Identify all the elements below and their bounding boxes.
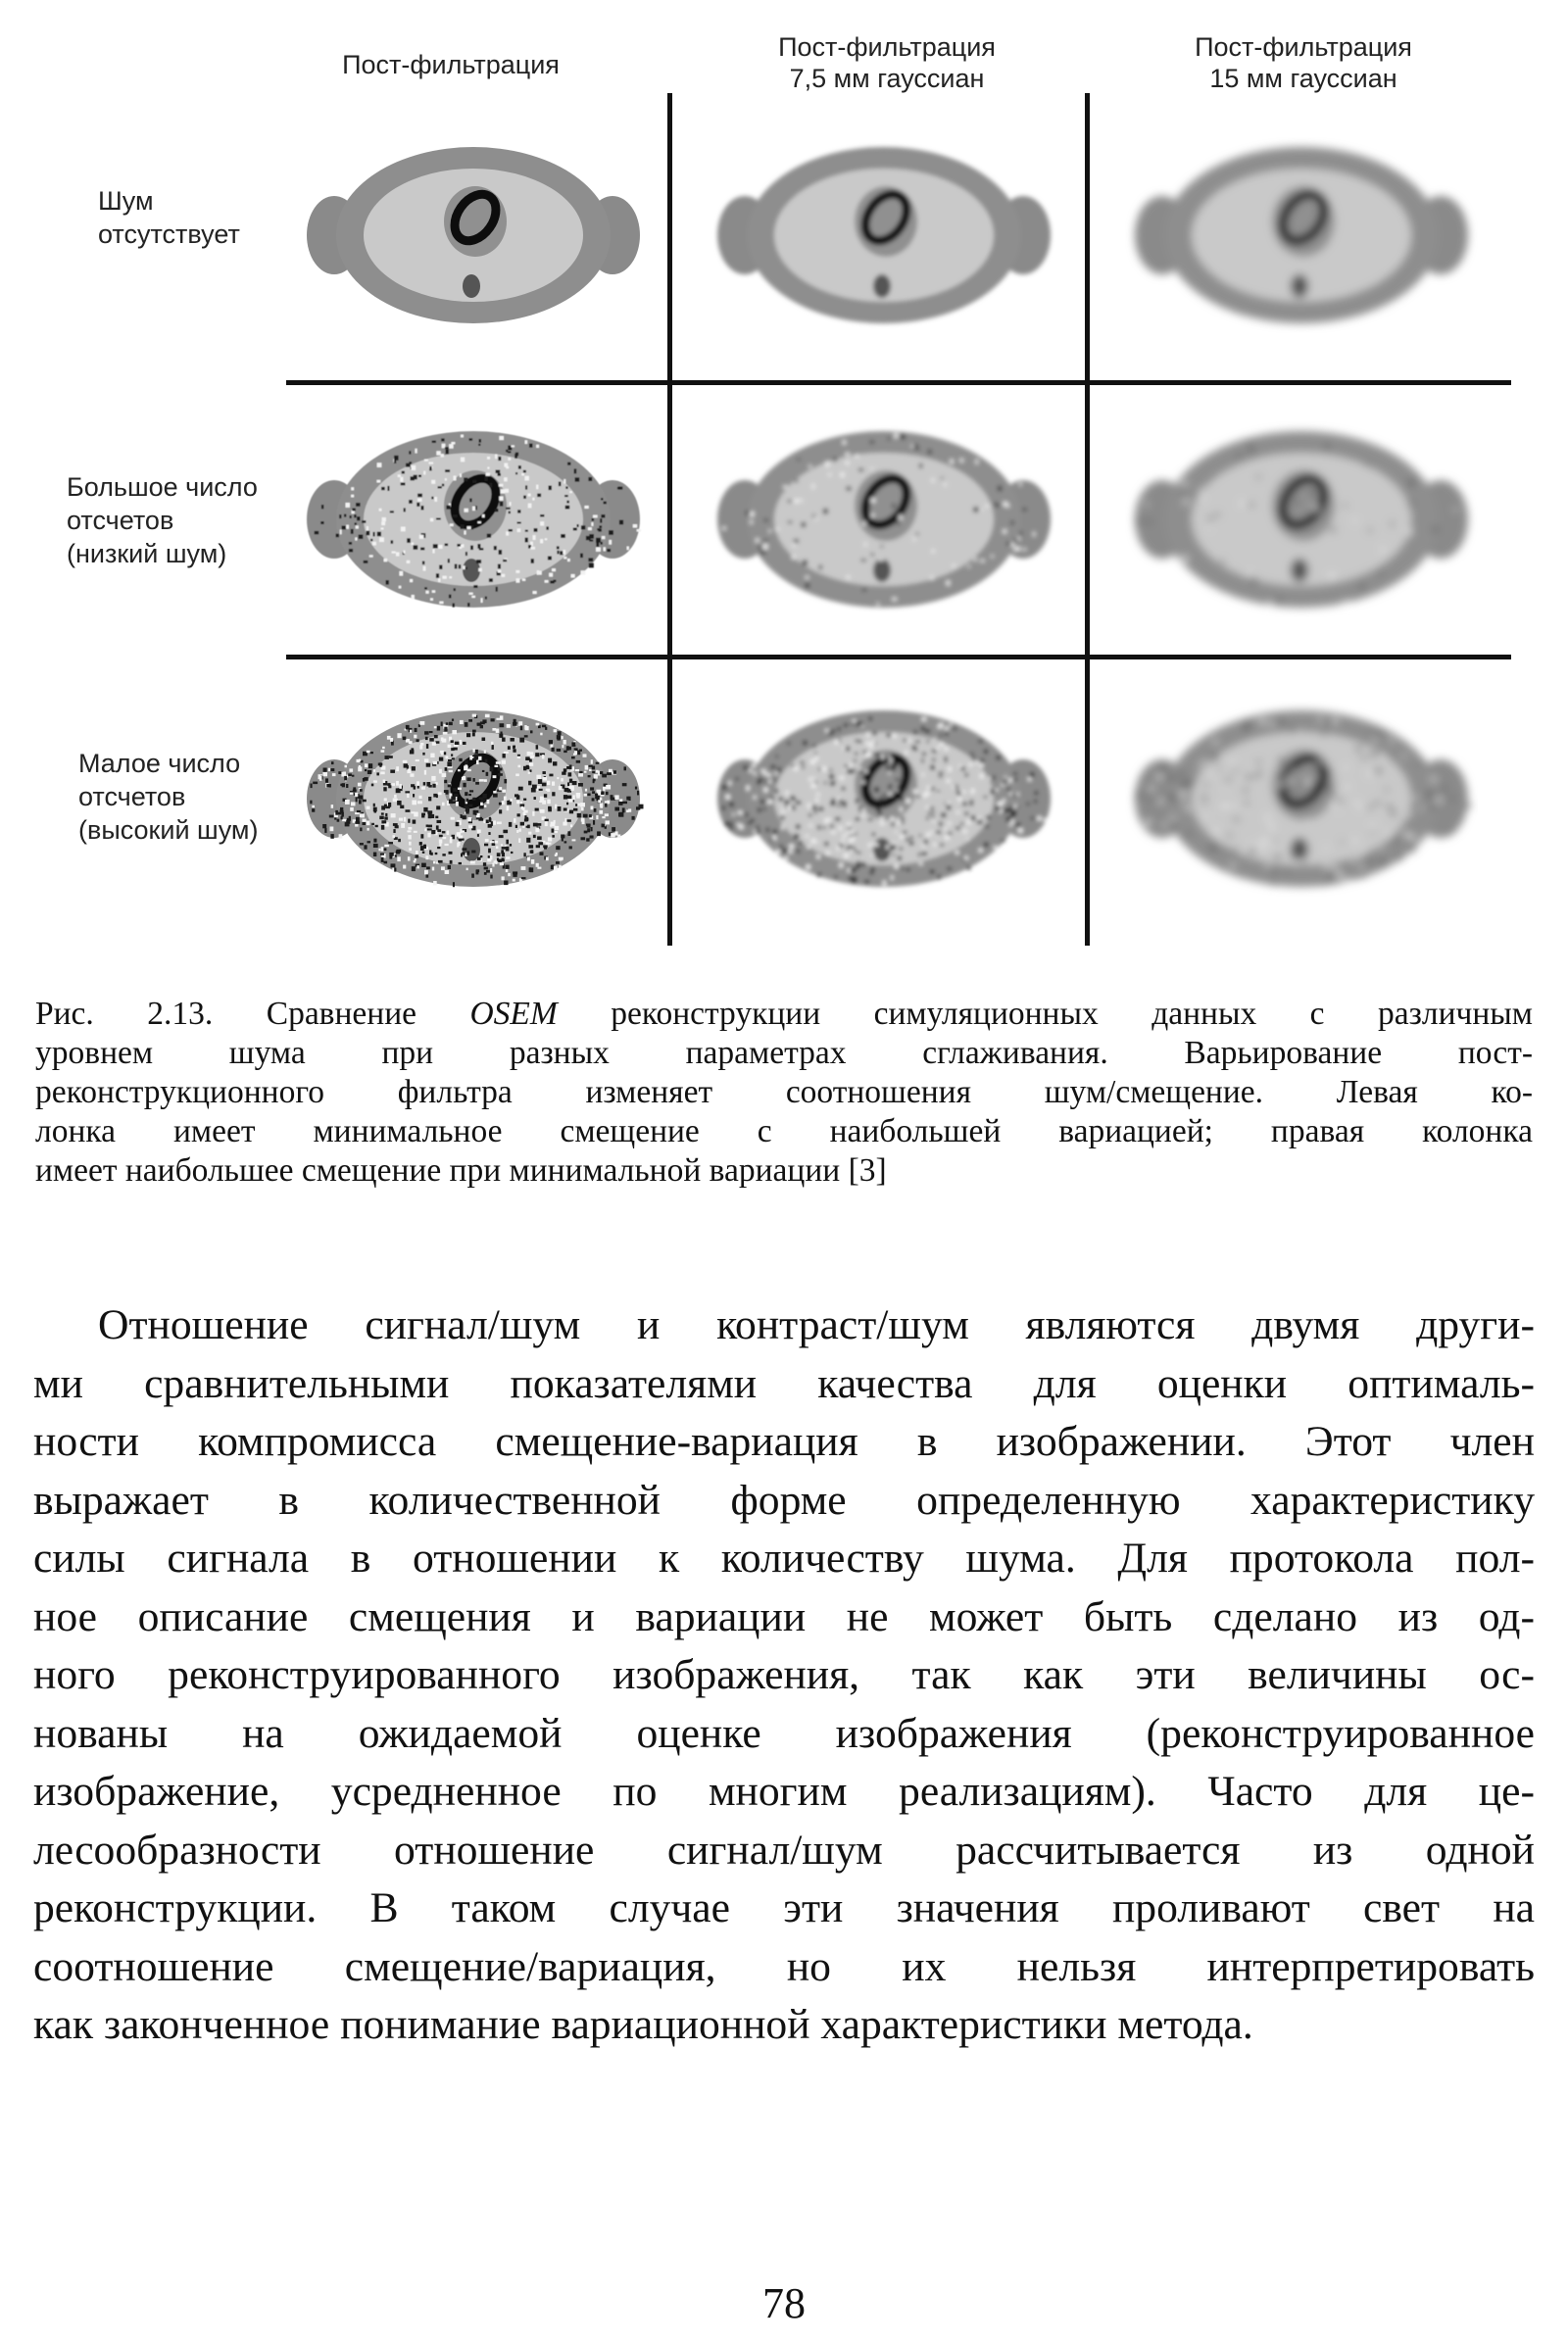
grid-vertical-line-1 <box>667 93 672 946</box>
paragraph-line-12: соотношение смещение/вариация, но их нельзя интерпретировать <box>33 1942 1535 1990</box>
row-label-3-line-1: Малое число <box>78 749 241 778</box>
row-label-2-line-1: Большое число <box>67 472 258 502</box>
paragraph-line-3: ности компромисса смещение-вариация в изображении. Этот член <box>33 1418 1535 1465</box>
caption-line-1-text: реконструкции симуляционных данных с различным <box>557 996 1533 1032</box>
caption-line-5: имеет наибольшее смещение при минимальной вариации [3] <box>35 1152 887 1189</box>
phantom-image-r2-c3 <box>1125 421 1478 617</box>
phantom-image-r1-c3 <box>1125 137 1478 333</box>
row-label-2-line-2: отсчетов <box>67 506 174 535</box>
paragraph-line-2: ми сравнительными показателями качества для оценки оптималь- <box>33 1359 1535 1407</box>
figure-caption <box>35 995 1533 1191</box>
phantom-image-r2-c1 <box>297 421 650 617</box>
column-header-2-line-1: Пост-фильтрация <box>778 32 996 62</box>
body-paragraph <box>33 1296 1535 2055</box>
phantom-image-r3-c2 <box>708 701 1060 897</box>
grid-horizontal-line-1 <box>286 380 1511 385</box>
grid-horizontal-line-2 <box>286 655 1511 659</box>
paragraph-line-11: реконструкции. В таком случае эти значения проливают свет на <box>33 1884 1535 1931</box>
caption-line-3: реконструкционного фильтра изменяет соотношения шум/смещение. Левая ко- <box>35 1074 1533 1110</box>
caption-emphasis: OSEM <box>469 996 558 1032</box>
paragraph-line-1: Отношение сигнал/шум и контраст/шум являются двумя други- <box>98 1301 1535 1348</box>
row-label-3 <box>78 747 258 847</box>
column-header-3 <box>1147 31 1460 94</box>
column-header-2-line-2: 7,5 мм гауссиан <box>789 64 985 93</box>
paragraph-line-9: изображение, усредненное по многим реализациям). Часто для це- <box>33 1768 1535 1815</box>
column-header-1-line: Пост-фильтрация <box>342 50 560 79</box>
column-header-3-line-1: Пост-фильтрация <box>1195 32 1412 62</box>
paragraph-line-4: выражает в количественной форме определенную характеристику <box>33 1476 1535 1524</box>
phantom-image-r1-c2 <box>708 137 1060 333</box>
phantom-image-r1-c1 <box>297 137 650 333</box>
row-label-1-line-1: Шум <box>98 186 154 216</box>
paragraph-line-13: как законченное понимание вариационной характеристики метода. <box>33 2001 1253 2048</box>
column-header-1 <box>294 49 608 80</box>
caption-line-4: лонка имеет минимальное смещение с наибольшей вариацией; правая колонка <box>35 1113 1533 1149</box>
row-label-2 <box>67 470 258 570</box>
caption-line-2: уровнем шума при разных параметрах сглаживания. Варьирование пост- <box>35 1035 1533 1071</box>
grid-vertical-line-2 <box>1085 93 1090 946</box>
phantom-image-r3-c3 <box>1125 701 1478 897</box>
phantom-image-r3-c1 <box>297 701 650 897</box>
paragraph-line-8: нованы на ожидаемой оценке изображения (реконструированное <box>33 1709 1535 1757</box>
phantom-image-r2-c2 <box>708 421 1060 617</box>
row-label-3-line-3: (высокий шум) <box>78 815 259 845</box>
paragraph-line-5: силы сигнала в отношении к количеству шума. Для протокола пол- <box>33 1535 1535 1582</box>
paragraph-line-10: лесообразности отношение сигнал/шум рассчитывается из одной <box>33 1826 1535 1874</box>
column-header-3-line-2: 15 мм гауссиан <box>1209 64 1397 93</box>
page-number: 78 <box>762 2279 806 2327</box>
paragraph-line-6: ное описание смещения и вариации не может быть сделано из од- <box>33 1592 1535 1640</box>
row-label-3-line-2: отсчетов <box>78 782 186 811</box>
column-header-2 <box>730 31 1044 94</box>
row-label-2-line-3: (низкий шум) <box>67 539 227 568</box>
row-label-1 <box>98 184 240 251</box>
caption-line-1 <box>35 995 1533 1034</box>
paragraph-line-7: ного реконструированного изображения, так как эти величины ос- <box>33 1651 1535 1698</box>
row-label-1-line-2: отсутствует <box>98 220 240 249</box>
caption-prefix: Рис. 2.13. Сравнение <box>35 996 470 1032</box>
figure-2-13 <box>0 0 1568 970</box>
